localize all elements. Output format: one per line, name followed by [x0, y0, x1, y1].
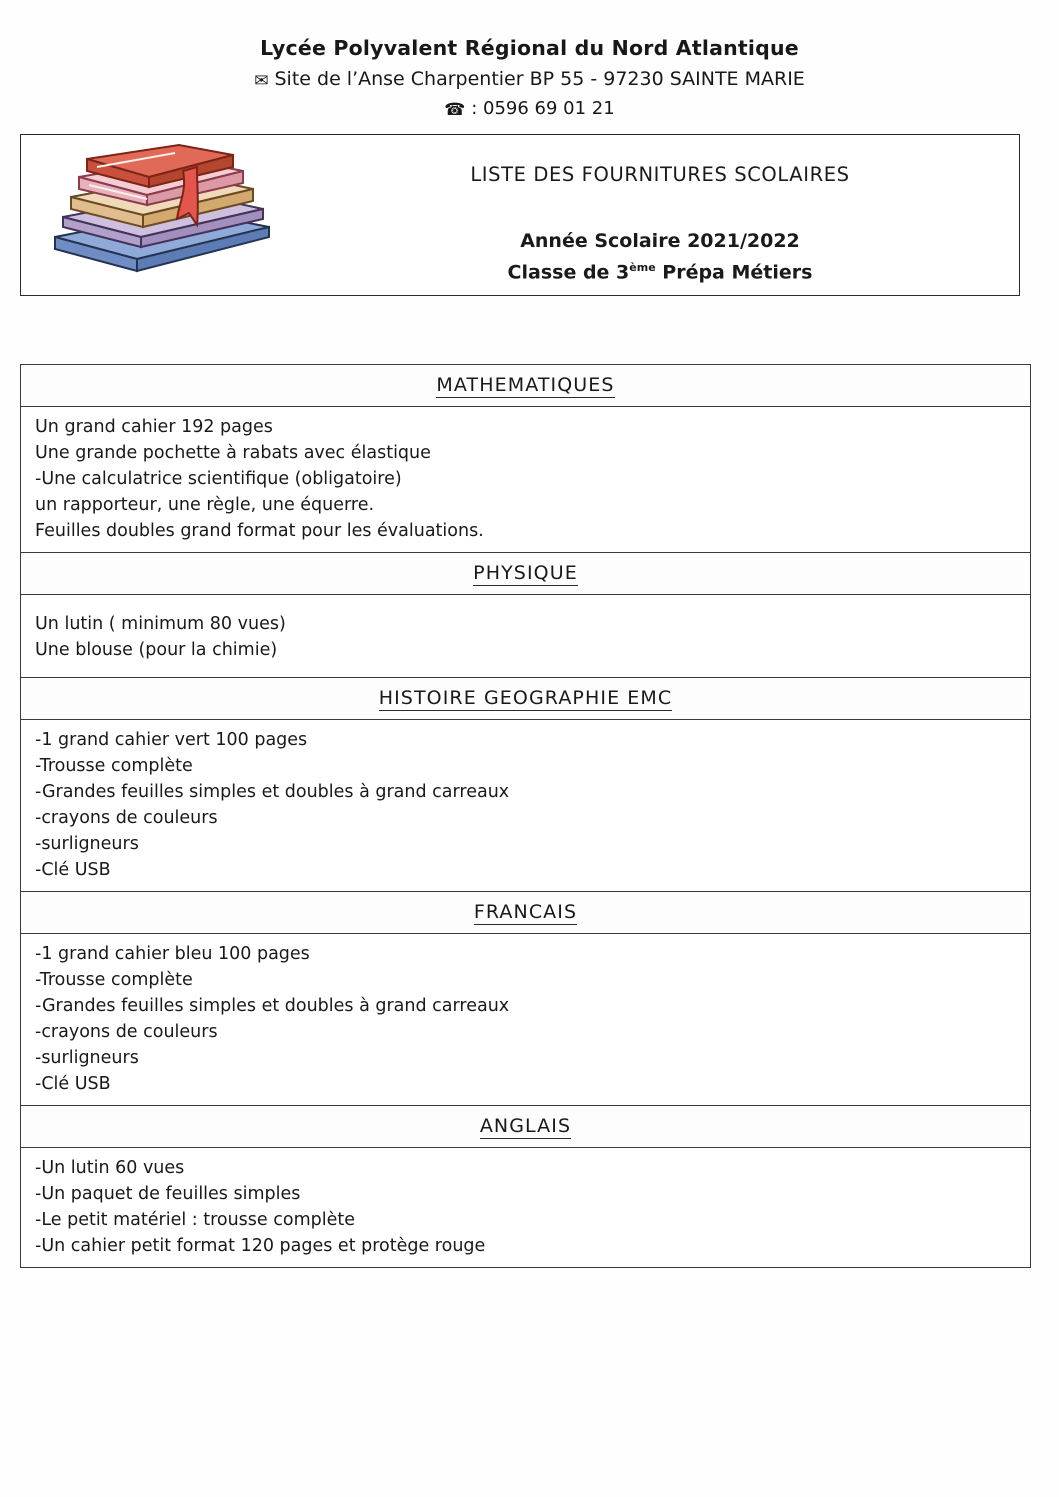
list-item: -Trousse complète [35, 970, 193, 990]
school-phone-line [0, 98, 1059, 120]
supplies-table [20, 364, 1031, 1268]
subject-header-francais [21, 892, 1030, 934]
list-item: Un lutin ( minimum 80 vues) [35, 614, 286, 634]
school-address-line [0, 68, 1059, 91]
list-item: -crayons de couleurs [35, 808, 218, 828]
subject-items-francais [21, 934, 1030, 1106]
list-item: -Trousse complète [35, 756, 193, 776]
subject-title: MATHEMATIQUES [436, 374, 615, 396]
list-item: -Le petit matériel : trousse complète [35, 1210, 355, 1230]
subject-items-histoire-geographie-emc [21, 720, 1030, 892]
school-name: Lycée Polyvalent Régional du Nord Atlantique [260, 36, 799, 60]
list-item: -Une calculatrice scientifique (obligatoire) [35, 469, 402, 489]
document-header [0, 0, 1059, 120]
telephone-icon: ☎ [444, 100, 466, 120]
subject-header-physique [21, 553, 1030, 595]
subject-title: PHYSIQUE [473, 562, 578, 584]
list-item: un rapporteur, une règle, une équerre. [35, 495, 375, 515]
school-phone: : 0596 69 01 21 [471, 98, 615, 119]
list-item: Feuilles doubles grand format pour les évaluations. [35, 521, 484, 541]
title-box [20, 134, 1020, 296]
subject-title: FRANCAIS [473, 901, 578, 923]
school-year: Année Scolaire 2021/2022 [520, 230, 800, 252]
title-text-block [311, 135, 1009, 295]
envelope-icon: ✉ [254, 71, 269, 91]
list-item: -1 grand cahier bleu 100 pages [35, 944, 310, 964]
list-item: Un grand cahier 192 pages [35, 417, 273, 437]
list-item: -Grandes feuilles simples et doubles à grand carreaux [35, 996, 510, 1016]
class-suffix: Prépa Métiers [655, 261, 813, 284]
list-item: -Grandes feuilles simples et doubles à grand carreaux [35, 782, 510, 802]
subject-header-anglais [21, 1106, 1030, 1148]
list-item: -1 grand cahier vert 100 pages [35, 730, 308, 750]
subject-items-anglais [21, 1148, 1030, 1268]
subject-items-physique [21, 595, 1030, 678]
list-item: -Un paquet de feuilles simples [35, 1184, 301, 1204]
class-label [311, 261, 1009, 283]
subject-header-histoire-geographie-emc [21, 678, 1030, 720]
class-ordinal-suffix: ème [629, 261, 656, 274]
class-prefix: Classe de 3 [507, 261, 630, 284]
list-item: -surligneurs [35, 834, 139, 854]
school-address: Site de l’Anse Charpentier BP 55 - 97230 SAINTE MARIE [274, 68, 805, 90]
subject-header-mathematiques [21, 365, 1030, 407]
list-item: Une grande pochette à rabats avec élastique [35, 443, 431, 463]
list-item: -Un cahier petit format 120 pages et protège rouge [35, 1236, 486, 1256]
document-title: LISTE DES FOURNITURES SCOLAIRES [470, 163, 850, 186]
subject-title: HISTOIRE GEOGRAPHIE EMC [378, 687, 673, 709]
list-item: -Clé USB [35, 860, 111, 880]
list-item: -crayons de couleurs [35, 1022, 218, 1042]
list-item: -surligneurs [35, 1048, 139, 1068]
subject-title: ANGLAIS [479, 1115, 572, 1137]
list-item: Une blouse (pour la chimie) [35, 640, 278, 660]
list-item: -Clé USB [35, 1074, 111, 1094]
stack-of-books-illustration [37, 141, 287, 281]
list-item: -Un lutin 60 vues [35, 1158, 185, 1178]
subject-items-mathematiques [21, 407, 1030, 553]
